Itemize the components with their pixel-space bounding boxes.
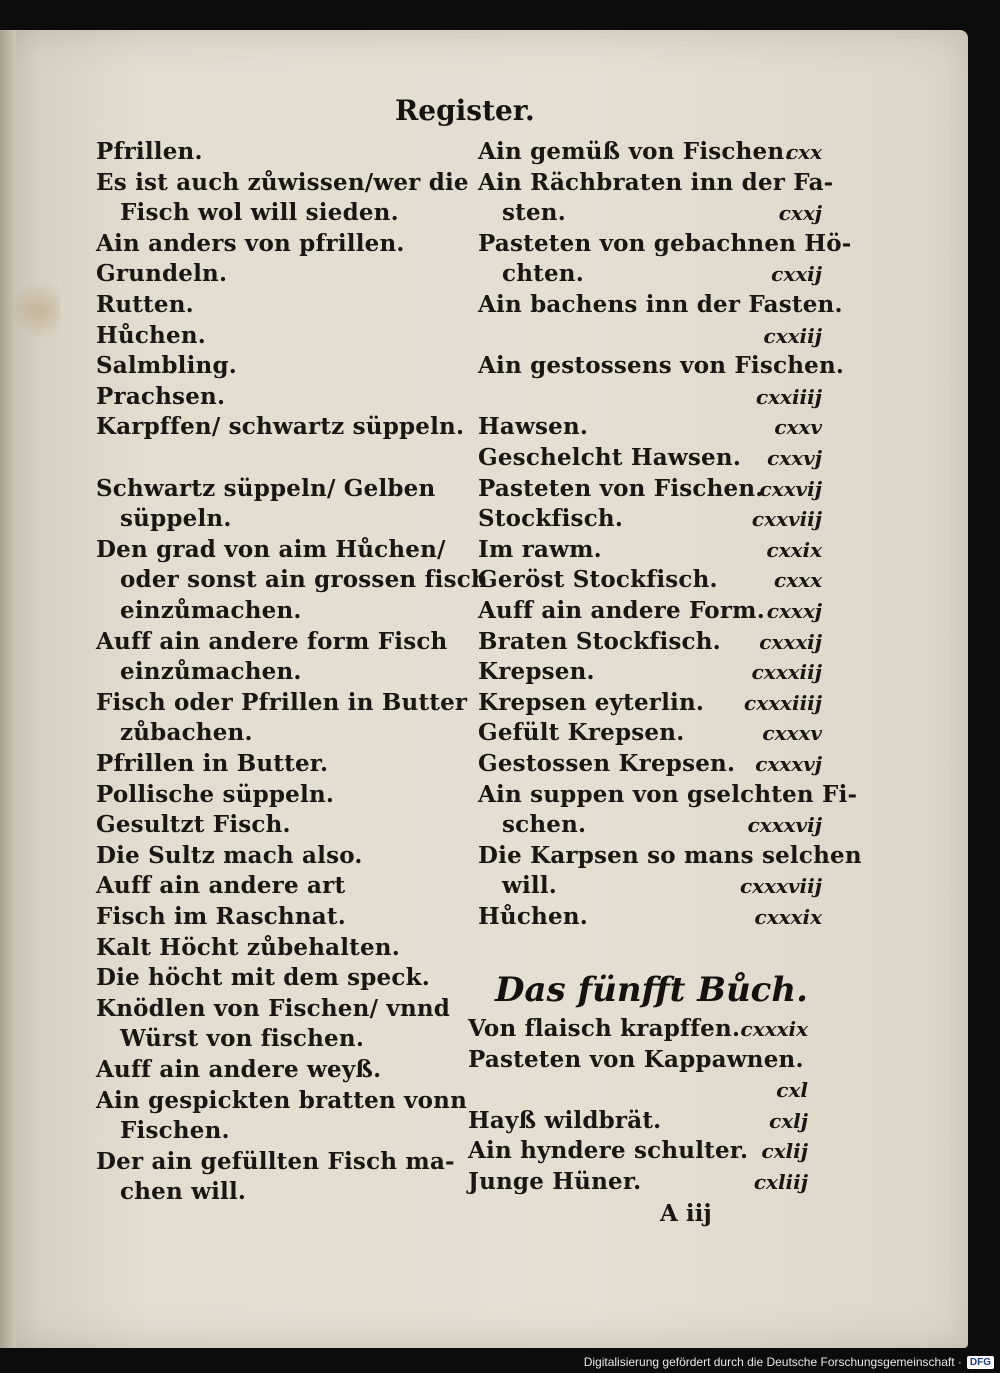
register-entry-folio: cxxxiiij xyxy=(744,690,822,715)
signature-mark: A iij xyxy=(660,1200,712,1227)
register-entry-folio: cxxj xyxy=(778,201,822,226)
register-entry-text: Die Karpsen so mans selchen xyxy=(478,841,862,869)
register-entry-folio: cxxvj xyxy=(767,446,822,470)
register-entry-folio: cxxij xyxy=(771,262,822,287)
register-entry-folio: cxxxix xyxy=(754,905,822,929)
register-entry-text: Ain bachens inn der Fasten. xyxy=(478,291,843,318)
register-entry-text: Im rawm. xyxy=(478,535,602,563)
register-entry-text: Braten Stockfisch. xyxy=(478,627,721,655)
register-entry-text: einzůmachen. xyxy=(120,658,302,686)
register-entry-folio: cxxxj xyxy=(766,599,822,623)
register-entry-text: zůbachen. xyxy=(120,719,253,747)
register-entry-folio: cxxxv xyxy=(762,721,822,746)
register-entry-text: Gefült Krepsen. xyxy=(478,719,685,747)
register-entry-text: Pasteten von Fischen. xyxy=(478,474,764,502)
register-entry-folio: cxxvij xyxy=(759,476,822,501)
register-entry-folio: cxxviij xyxy=(751,507,822,532)
register-entry-text: Ain hyndere schulter. xyxy=(468,1137,749,1165)
register-entry-text: Auff ain andere weyß. xyxy=(96,1056,382,1083)
digitization-footer xyxy=(584,1355,994,1369)
register-entry-text: Geschelcht Hawsen. xyxy=(478,444,742,471)
register-entry-text: Fisch oder Pfrillen in Butter xyxy=(96,688,468,716)
register-entry-text: schen. xyxy=(502,811,587,839)
register-entry-text: Kalt Höcht zůbehalten. xyxy=(96,933,400,961)
register-entry-text: Auff ain andere art xyxy=(96,872,346,900)
register-entry-folio: cxxxvj xyxy=(755,752,822,776)
register-entry-text: Fisch wol will sieden. xyxy=(120,199,399,227)
register-entry-text: Pollische süppeln. xyxy=(96,780,335,808)
register-entry-text: einzůmachen. xyxy=(120,597,302,624)
register-entry-text: Die höcht mit dem speck. xyxy=(96,964,430,992)
register-entry-text: Hůchen. xyxy=(96,321,206,349)
register-entry-text: Gestossen Krepsen. xyxy=(478,750,736,777)
register-entry-text: Krepsen eyterlin. xyxy=(478,688,705,716)
register-entry-text: Der ain gefüllten Fisch ma- xyxy=(96,1147,455,1175)
register-entry-text: Ain suppen von gselchten Fi- xyxy=(478,780,858,808)
register-entry-text: Krepsen. xyxy=(478,658,595,686)
register-entry-text: Schwartz süppeln/ Gelben xyxy=(96,474,436,502)
running-head: Register. xyxy=(395,94,535,127)
register-entry-text: Pasteten von Kappawnen. xyxy=(468,1045,804,1073)
register-entry-text: süppeln. xyxy=(120,505,232,533)
register-entry-text: sten. xyxy=(502,199,566,227)
register-entry-text: Pfrillen. xyxy=(96,138,203,165)
register-entry-text: Von flaisch krapffen. xyxy=(468,1015,741,1042)
register-entry-folio: cxxv xyxy=(774,415,822,440)
register-entry-text: oder sonst ain grossen fisch xyxy=(120,566,488,594)
register-entry-folio: cxxxij xyxy=(759,629,822,654)
register-entry-text: Hůchen. xyxy=(478,903,588,930)
register-entry-text: Es ist auch zůwissen/wer die xyxy=(96,168,469,196)
register-entry-text: Die Sultz mach also. xyxy=(96,841,363,869)
register-entry-folio: cxxx xyxy=(774,568,822,593)
register-entry-text: Den grad von aim Hůchen/ xyxy=(96,535,446,563)
register-entry-text: Gesultzt Fisch. xyxy=(96,811,291,839)
page-stain xyxy=(10,280,60,340)
register-entry-text: Auff ain andere form Fisch xyxy=(96,627,448,655)
register-entry-folio: cxxix xyxy=(766,537,822,562)
register-entry-text: Auff ain andere Form. xyxy=(478,597,765,624)
register-entry-text: Ain Rächbraten inn der Fa- xyxy=(478,168,834,196)
register-entry-text: Geröst Stockfisch. xyxy=(478,566,718,594)
register-entry-text: Grundeln. xyxy=(96,260,228,288)
register-entry-text: Pfrillen in Butter. xyxy=(96,750,329,777)
register-entry-folio: cxl xyxy=(776,1078,808,1103)
register-entry-text: Ain anders von pfrillen. xyxy=(96,229,405,257)
register-entry-folio: cxlij xyxy=(761,1139,808,1164)
register-entry-text: Hawsen. xyxy=(478,413,589,441)
register-entry-text: Würst von fischen. xyxy=(120,1025,365,1053)
register-entry-text: Ain gestossens von Fischen. xyxy=(478,352,845,380)
footer-text: Digitalisierung gefördert durch die Deutsche Forschungsgemeinschaft · xyxy=(583,1355,962,1369)
register-entry-text: will. xyxy=(502,872,558,900)
register-entry-text: Knödlen von Fischen/ vnnd xyxy=(96,994,451,1022)
register-entry-folio: cxliij xyxy=(753,1170,808,1194)
register-entry-text: Stockfisch. xyxy=(478,505,624,533)
register-entry-folio: cxlj xyxy=(769,1108,808,1133)
register-entry-folio: cxxxix xyxy=(740,1017,808,1041)
register-entry-folio: cxxxiij xyxy=(751,660,822,685)
register-entry-folio: cxxxviij xyxy=(739,874,822,899)
register-entry-text: Ain gespickten bratten vonn xyxy=(96,1086,467,1114)
register-entry-text: Karpffen/ schwartz süppeln. xyxy=(96,413,465,441)
register-entry-text: Ain gemüß von Fischen. xyxy=(478,138,793,165)
register-entry-text: Fisch im Raschnat. xyxy=(96,903,346,930)
register-entry-folio: cxxiiij xyxy=(755,384,822,409)
register-entry-text: Salmbling. xyxy=(96,352,237,380)
register-entry-text: Pasteten von gebachnen Hö- xyxy=(478,229,852,257)
register-entry-folio: cxxiij xyxy=(763,323,822,348)
page-spine xyxy=(0,30,16,1348)
register-entry-text: chen will. xyxy=(120,1178,247,1206)
register-entry-folio: cxx xyxy=(785,140,822,164)
register-entry-text: Fischen. xyxy=(120,1117,230,1145)
dfg-logo-icon: DFG xyxy=(967,1356,994,1369)
register-entry-text: Hayß wildbrät. xyxy=(468,1106,662,1134)
register-entry-text: Rutten. xyxy=(96,291,194,318)
register-entry-text: chten. xyxy=(502,260,584,288)
section-heading: Das fünfft Bůch. xyxy=(495,970,808,1010)
register-entry-text: Prachsen. xyxy=(96,382,226,410)
register-entry-folio: cxxxvij xyxy=(747,813,822,838)
register-entry-text: Junge Hüner. xyxy=(468,1168,642,1195)
book-page xyxy=(0,30,968,1348)
